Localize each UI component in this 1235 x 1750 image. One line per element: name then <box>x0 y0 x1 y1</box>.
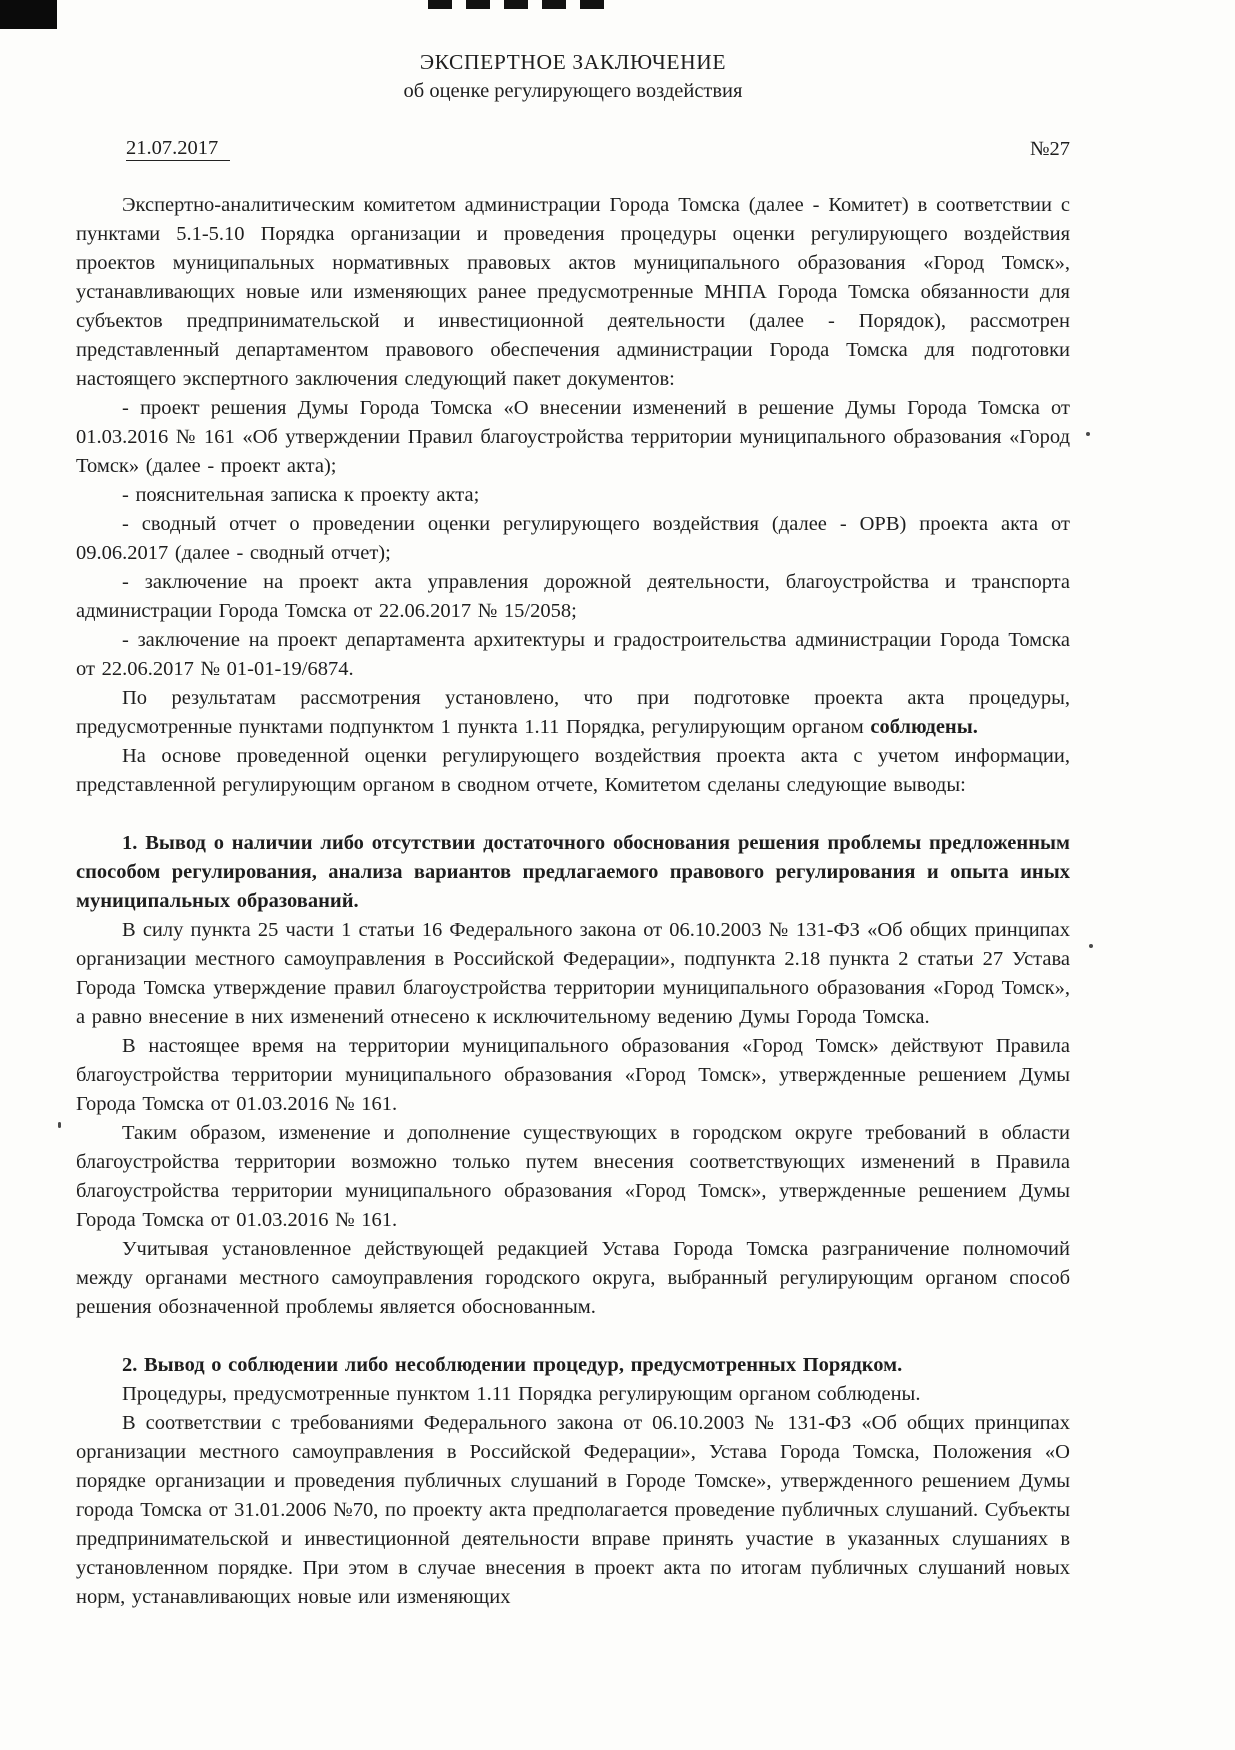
paragraph-text: 1. Вывод о наличии либо отсутствии достаточного обоснования решения проблемы предложенным способом регулирования, анализа вариантов предлагаемого правового регулирования и опыта иных муниципальных образований. <box>76 832 1070 912</box>
paragraph <box>76 394 1070 481</box>
title-block <box>76 50 1070 103</box>
scan-speck <box>58 1122 61 1128</box>
paragraph <box>76 626 1070 684</box>
paragraph-text: В силу пункта 25 части 1 статьи 16 Федерального закона от 06.10.2003 № 131-ФЗ «Об общих принципах организации местного самоуправления в Российской Федерации», подпункта 2.18 пункта 2 статьи 27 Устава Города Томска утверждение правил благоустройства территории муниципального образования «Город Томск», а равно внесение в них изменений отнесено к исключительному ведению Думы Города Томска. <box>76 919 1070 1028</box>
section-heading <box>76 829 1070 916</box>
paragraph <box>76 481 1070 510</box>
paragraph <box>76 1380 1070 1409</box>
scan-speck <box>1089 944 1093 948</box>
scan-artifact-corner <box>0 0 57 29</box>
paragraph <box>76 191 1070 394</box>
paragraph <box>76 742 1070 800</box>
document-title: ЭКСПЕРТНОЕ ЗАКЛЮЧЕНИЕ <box>419 50 727 74</box>
emphasis-text: соблюдены. <box>870 716 978 738</box>
document-body <box>76 191 1070 1612</box>
paragraph <box>76 1119 1070 1235</box>
paragraph-text: - проект решения Думы Города Томска «О внесении изменений в решение Думы Города Томска от 01.03.2016 № 161 «Об утверждении Правил благоустройства территории муниципального образования «Город Томск» (далее - проект акта); <box>76 397 1070 477</box>
scan-artifact-strip <box>428 0 618 9</box>
section-heading <box>76 1351 1070 1380</box>
paragraph <box>76 916 1070 1032</box>
paragraph-text: Учитывая установленное действующей редакцией Устава Города Томска разграничение полномочий между органами местного самоуправления городского округа, выбранный регулирующим органом способ решения обозначенной проблемы является обоснованным. <box>76 1238 1070 1318</box>
document-content <box>76 50 1070 1612</box>
paragraph <box>76 684 1070 742</box>
paragraph-text: По результатам рассмотрения установлено, что при подготовке проекта акта процедуры, предусмотренные пунктами подпунктом 1 пункта 1.11 Порядка, регулирующим органом <box>76 687 1070 738</box>
scan-speck <box>1086 432 1090 436</box>
paragraph-text: - заключение на проект акта управления дорожной деятельности, благоустройства и транспорта администрации Города Томска от 22.06.2017 № 15/2058; <box>76 571 1070 622</box>
paragraph-text: Таким образом, изменение и дополнение существующих в городском округе требований в области благоустройства территории возможно только путем внесения соответствующих изменений в Правила благоустройства территории муниципального образования «Город Томск», утвержденные решением Думы Города Томска от 01.03.2016 № 161. <box>76 1122 1070 1231</box>
paragraph-text: В соответствии с требованиями Федерального закона от 06.10.2003 № 131-ФЗ «Об общих принципах организации местного самоуправления в Российской Федерации», Устава Города Томска, Положения «О порядке организации и проведения публичных слушаний в Городе Томске», утвержденного решением Думы города Томска от 31.01.2006 №70, по проекту акта предполагается проведение публичных слушаний. Субъекты предпринимательской и инвестиционной деятельности вправе принять участие в указанных слушаниях в установленном порядке. При этом в случае внесения в проект акта по итогам публичных слушаний новых норм, устанавливающих новые или изменяющих <box>76 1412 1070 1608</box>
paragraph-text: - заключение на проект департамента архитектуры и градостроительства администрации Города Томска от 22.06.2017 № 01-01-19/6874. <box>76 629 1070 680</box>
paragraph-text: - пояснительная записка к проекту акта; <box>122 484 480 506</box>
document-date: 21.07.2017 <box>126 137 230 161</box>
meta-row <box>76 137 1070 161</box>
paragraph <box>76 1032 1070 1119</box>
paragraph <box>76 1235 1070 1322</box>
document-number: №27 <box>1029 138 1070 160</box>
paragraph <box>76 1409 1070 1612</box>
paragraph <box>76 568 1070 626</box>
document-subtitle: об оценке регулирующего воздействия <box>403 80 743 102</box>
paragraph-text: Экспертно-аналитическим комитетом администрации Города Томска (далее - Комитет) в соответствии с пунктами 5.1-5.10 Порядка организации и проведения процедуры оценки регулирующего воздействия проектов муниципальных нормативных правовых актов муниципального образования «Город Томск», устанавливающих новые или изменяющих ранее предусмотренные МНПА Города Томска обязанности для субъектов предпринимательской и инвестиционной деятельности (далее - Порядок), рассмотрен представленный департаментом правового обеспечения администрации Города Томска для подготовки настоящего экспертного заключения следующий пакет документов: <box>76 194 1070 390</box>
paragraph-text: 2. Вывод о соблюдении либо несоблюдении процедур, предусмотренных Порядком. <box>122 1354 903 1376</box>
paragraph <box>76 510 1070 568</box>
paragraph-text: Процедуры, предусмотренные пунктом 1.11 Порядка регулирующим органом соблюдены. <box>122 1383 921 1405</box>
paragraph-text: В настоящее время на территории муниципального образования «Город Томск» действуют Правила благоустройства территории муниципального образования «Город Томск», утвержденные решением Думы Города Томска от 01.03.2016 № 161. <box>76 1035 1070 1115</box>
paragraph-text: На основе проведенной оценки регулирующего воздействия проекта акта с учетом информации, представленной регулирующим органом в сводном отчете, Комитетом сделаны следующие выводы: <box>76 745 1070 796</box>
paragraph-text: - сводный отчет о проведении оценки регулирующего воздействия (далее - ОРВ) проекта акта от 09.06.2017 (далее - сводный отчет); <box>76 513 1070 564</box>
